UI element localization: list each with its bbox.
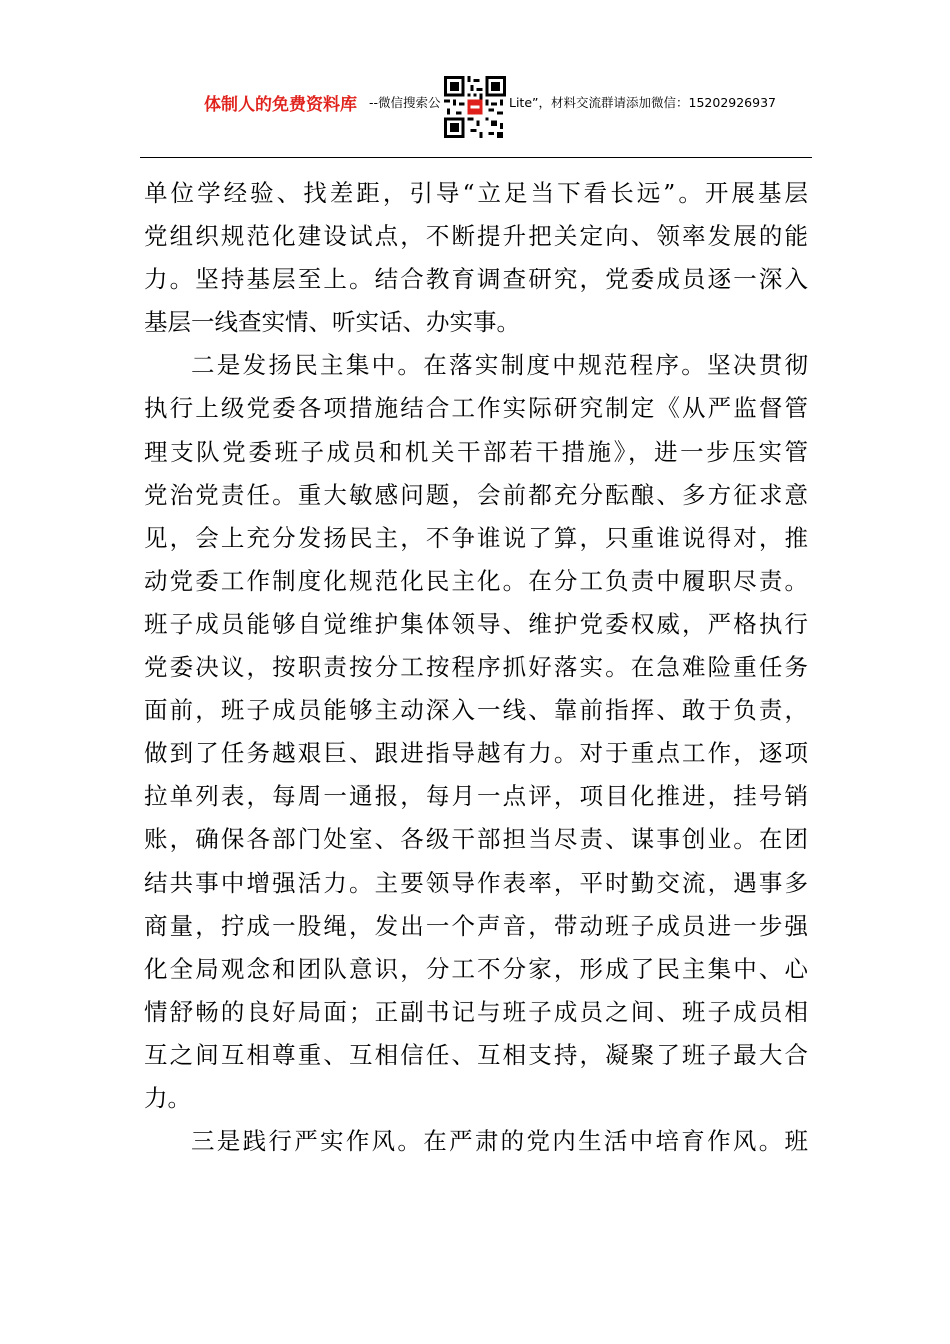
body-line: 互之间互相尊重、互相信任、互相支持，凝聚了班子最大合	[144, 1040, 808, 1069]
qr-code-icon	[444, 76, 506, 138]
document-header	[0, 64, 950, 156]
body-line: 商量，拧成一股绳，发出一个声音，带动班子成员进一步强	[144, 911, 808, 940]
body-line: 理支队党委班子成员和机关干部若干措施》，进一步压实管	[144, 437, 808, 466]
body-line: 执行上级党委各项措施结合工作实际研究制定《从严监督管	[144, 394, 808, 423]
body-line: 面前，班子成员能够主动深入一线、靠前指挥、敢于负责，	[144, 696, 808, 725]
body-line: 账，确保各部门处室、各级干部担当尽责、谋事创业。在团	[144, 825, 808, 854]
body-line: 动党委工作制度化规范化民主化。在分工负责中履职尽责。	[144, 566, 808, 595]
body-line: 见，会上充分发扬民主，不争谁说了算，只重谁说得对，推	[144, 523, 808, 552]
body-line: 党委决议，按职责按分工按程序抓好落实。在急难险重任务	[144, 653, 808, 682]
body-line: 拉单列表，每周一通报，每月一点评，项目化推进，挂号销	[144, 782, 808, 811]
body-line: 做到了任务越艰巨、跟进指导越有力。对于重点工作，逐项	[144, 739, 808, 768]
body-line: 结共事中增强活力。主要领导作表率，平时勤交流，遇事多	[144, 868, 808, 897]
header-contact-text: Lite”，材料交流群请添加微信：15202926937	[509, 95, 776, 110]
body-line: 力。	[144, 1083, 191, 1112]
header-search-text: --微信搜索公	[369, 95, 441, 110]
body-line: 党组织规范化建设试点，不断提升把关定向、领率发展的能	[144, 222, 808, 251]
body-line: 基层一线查实情、听实话、办实事。	[144, 308, 520, 337]
document-body	[144, 172, 808, 1163]
body-line: 力。坚持基层至上。结合教育调查研究，党委成员逐一深入	[144, 265, 808, 294]
body-line: 班子成员能够自觉维护集体领导、维护党委权威，严格执行	[144, 609, 808, 638]
body-line: 党治党责任。重大敏感问题，会前都充分酝酿、多方征求意	[144, 480, 808, 509]
body-line: 化全局观念和团队意识，分工不分家，形成了民主集中、心	[144, 954, 808, 983]
paragraph-start-line: 二是发扬民主集中。在落实制度中规范程序。坚决贯彻	[191, 351, 808, 380]
header-title: 体制人的免费资料库	[204, 95, 357, 115]
paragraph-start-line: 三是践行严实作风。在严肃的党内生活中培育作风。班	[191, 1127, 808, 1156]
body-line: 单位学经验、找差距，引导“立足当下看长远”。开展基层	[144, 179, 808, 207]
body-line: 情舒畅的良好局面；正副书记与班子成员之间、班子成员相	[144, 997, 808, 1026]
header-divider	[140, 157, 812, 158]
